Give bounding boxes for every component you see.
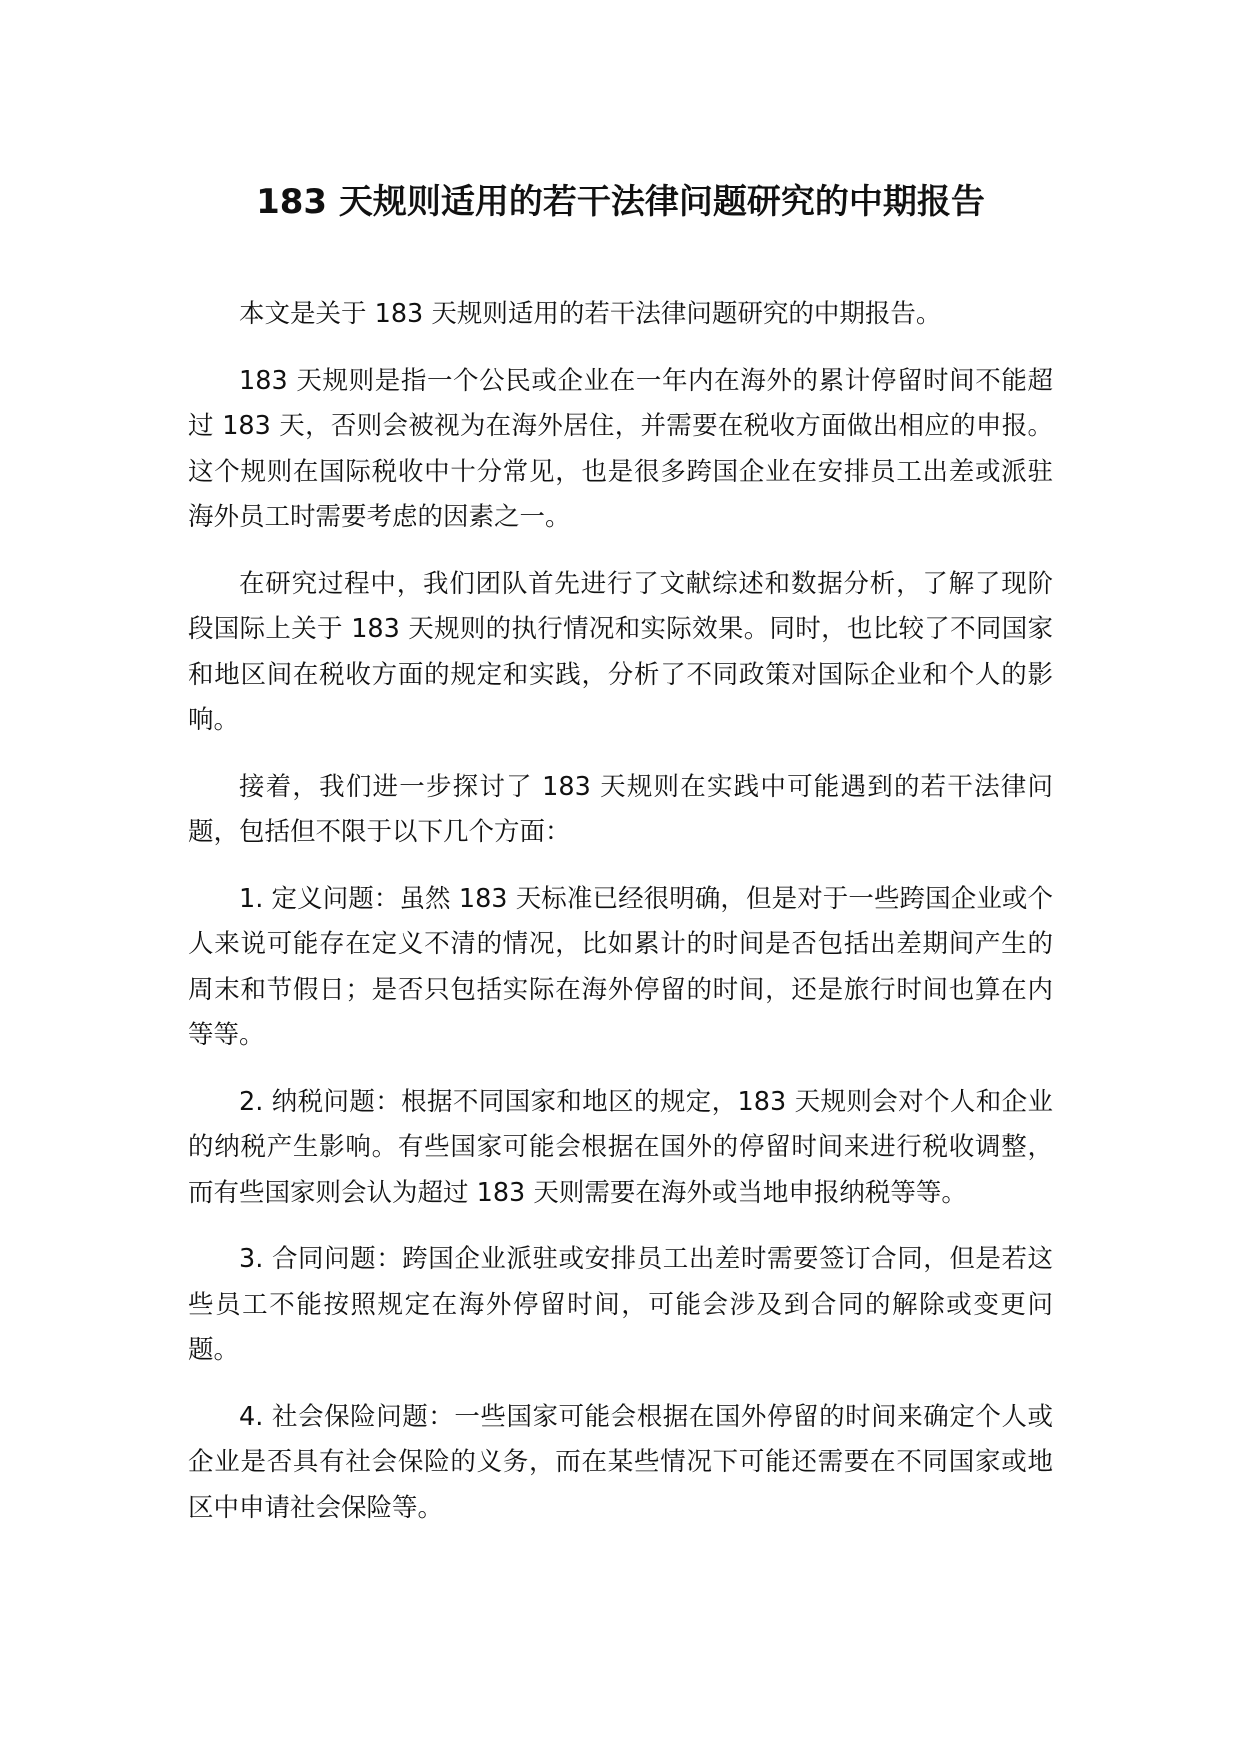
paragraph-definition: 183 天规则是指一个公民或企业在一年内在海外的累计停留时间不能超过 183 天，否则会被视为在海外居住，并需要在税收方面做出相应的申报。这个规则在国际税收中十分常见，也是很多跨国企业在安排员工出差或派驻海外员工时需要考虑的因素之一。 [188,365,1053,532]
paragraph-research: 在研究过程中，我们团队首先进行了文献综述和数据分析，了解了现阶段国际上关于 183 天规则的执行情况和实际效果。同时，也比较了不同国家和地区间在税收方面的规定和实践，分析了不同政策对国际企业和个人的影响。 [188,568,1053,735]
paragraph-issues-intro: 接着，我们进一步探讨了 183 天规则在实践中可能遇到的若干法律问题，包括但不限于以下几个方面： [188,771,1053,847]
document-title: 183 天规则适用的若干法律问题研究的中期报告 [256,182,985,222]
paragraph-issue-1: 1. 定义问题：虽然 183 天标准已经很明确，但是对于一些跨国企业或个人来说可能存在定义不清的情况，比如累计的时间是否包括出差期间产生的周末和节假日；是否只包括实际在海外停留的时间，还是旅行时间也算在内等等。 [188,883,1053,1050]
paragraph-intro: 本文是关于 183 天规则适用的若干法律问题研究的中期报告。 [239,299,942,329]
document-body [188,292,1053,1552]
paragraph-issue-3: 3. 合同问题：跨国企业派驻或安排员工出差时需要签订合同，但是若这些员工不能按照规定在海外停留时间，可能会涉及到合同的解除或变更问题。 [188,1244,1053,1365]
paragraph-issue-4: 4. 社会保险问题：一些国家可能会根据在国外停留的时间来确定个人或企业是否具有社会保险的义务，而在某些情况下可能还需要在不同国家或地区中申请社会保险等。 [188,1401,1053,1523]
paragraph-issue-2: 2. 纳税问题：根据不同国家和地区的规定，183 天规则会对个人和企业的纳税产生影响。有些国家可能会根据在国外的停留时间来进行税收调整，而有些国家则会认为超过 183 天则需要在海外或当地申报纳税等等。 [188,1086,1053,1208]
